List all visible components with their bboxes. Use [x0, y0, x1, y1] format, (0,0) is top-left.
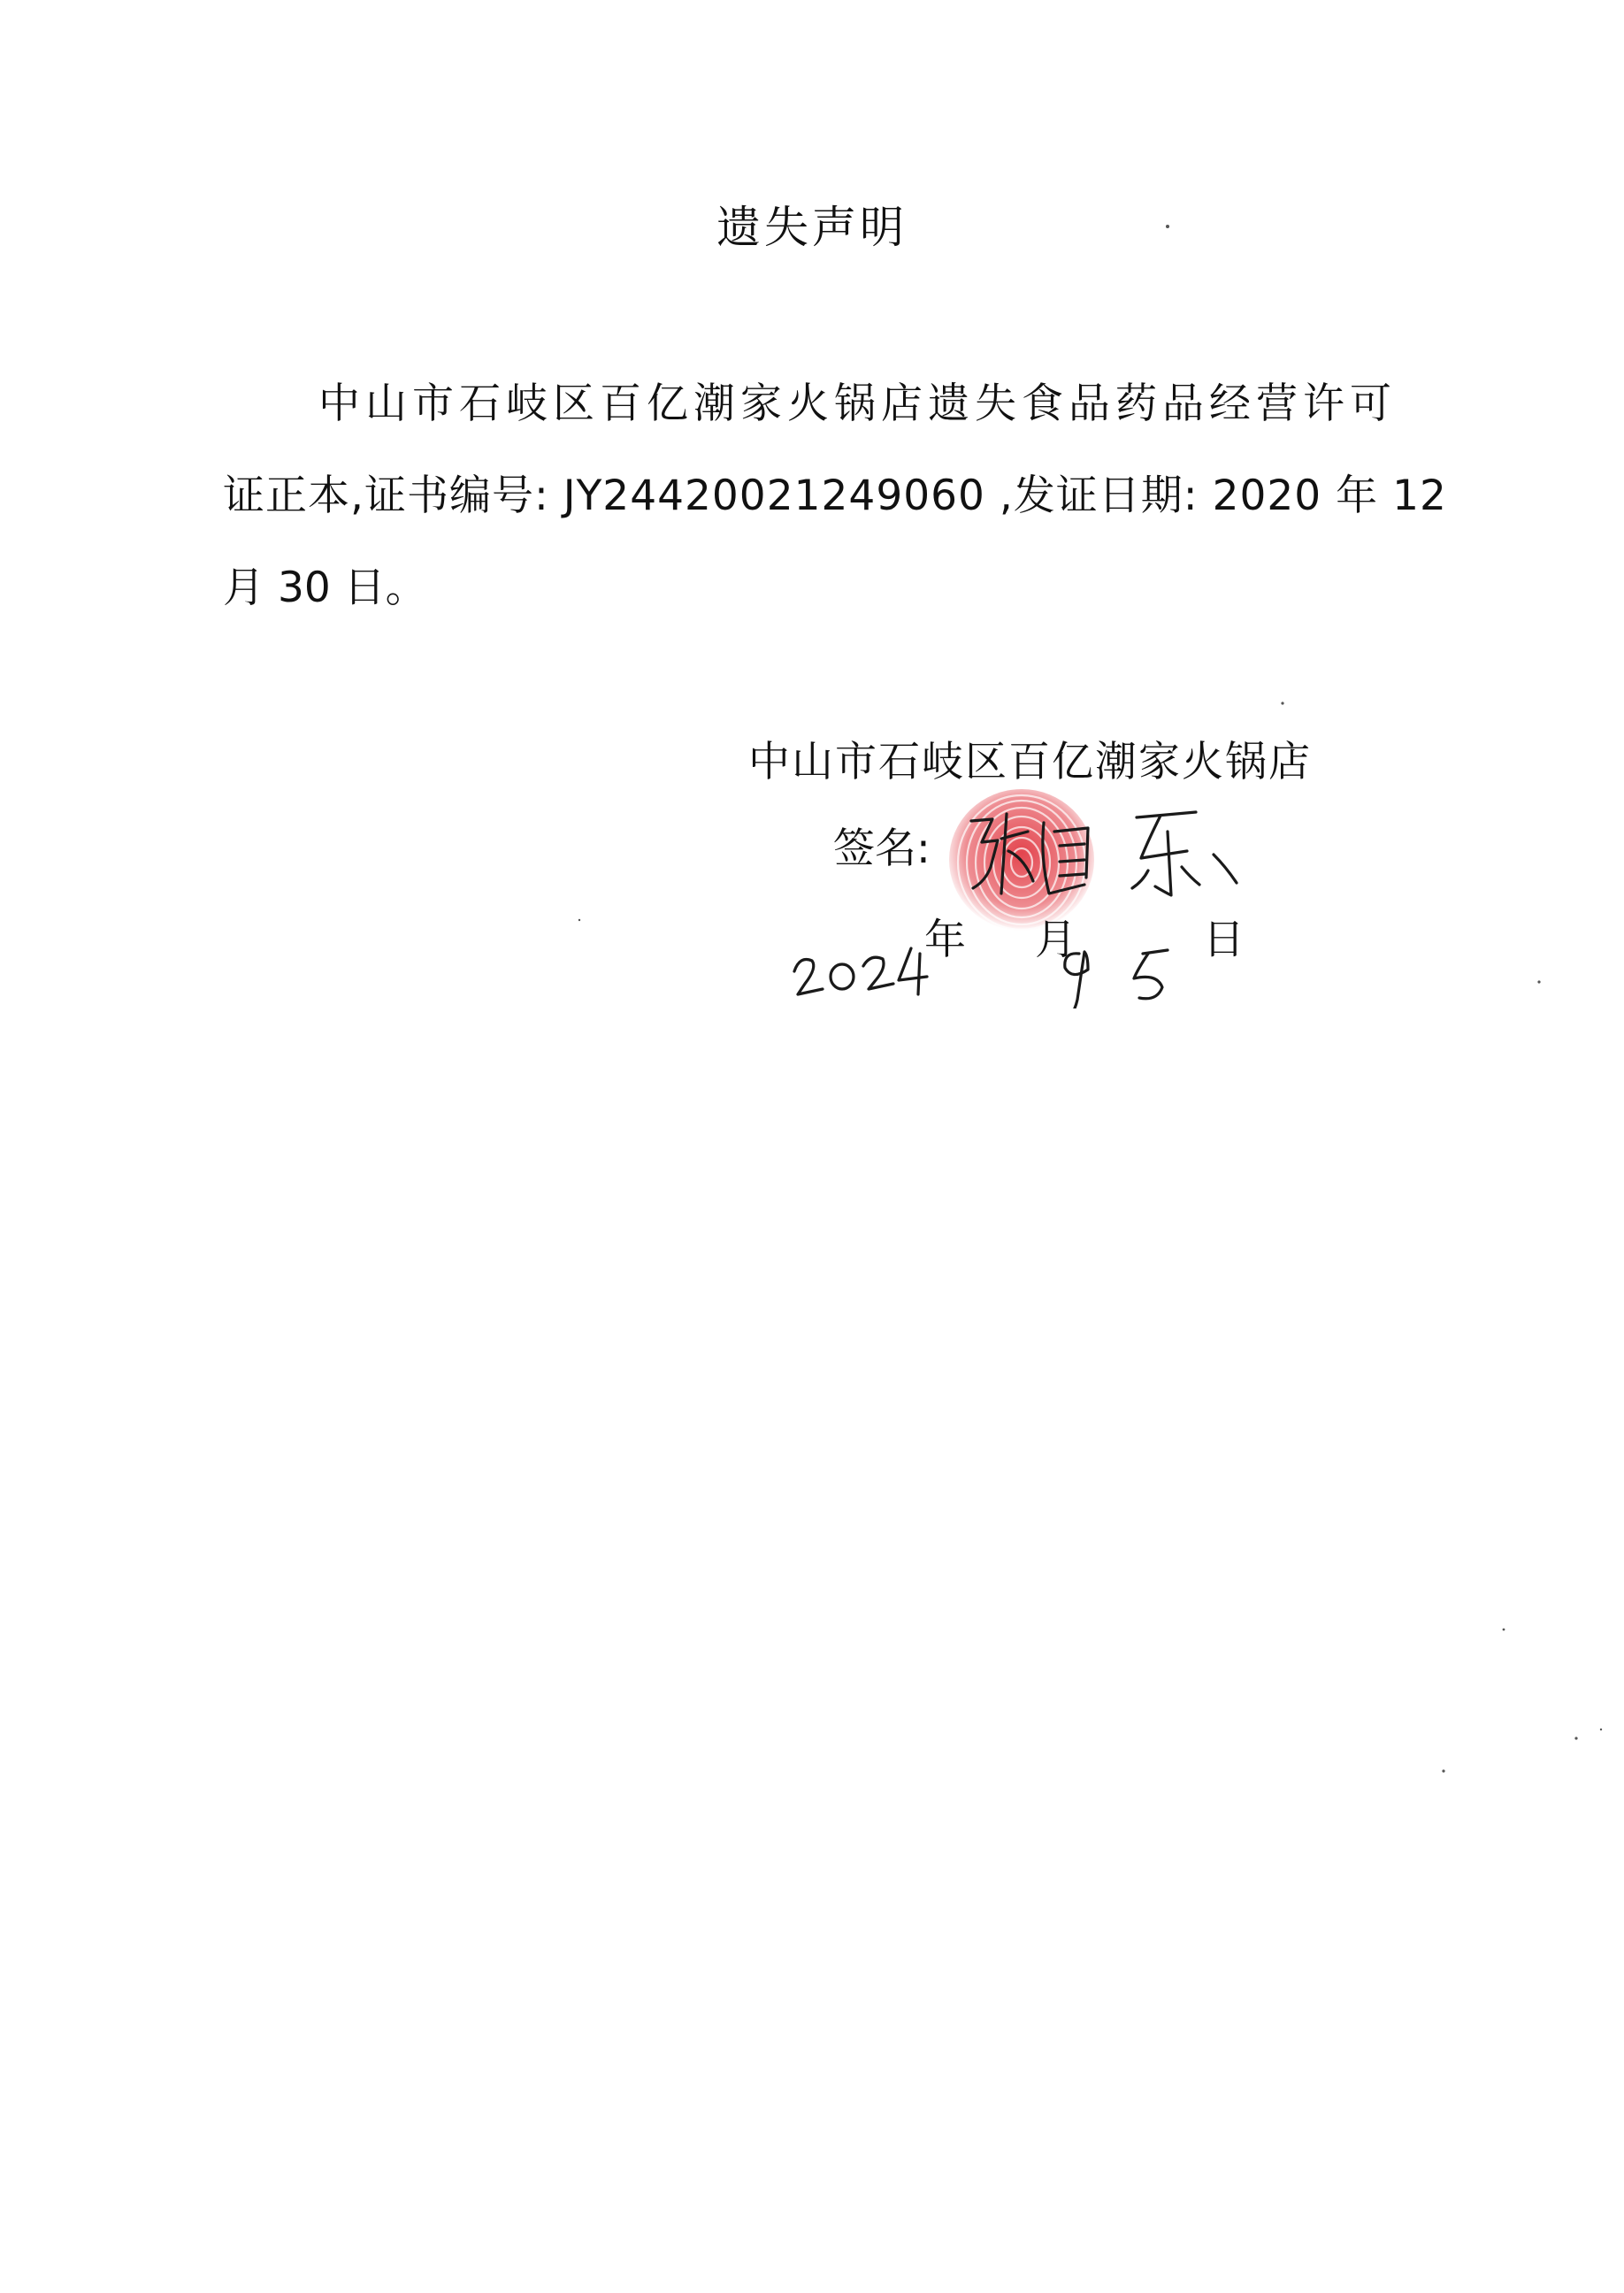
- body-line-2: 证正本,证书编号: JY24420021249060 ,发证日期: 2020 年 12: [223, 472, 1447, 520]
- signature-label: 签名:: [833, 824, 931, 873]
- date-day-char: 日: [1203, 916, 1245, 964]
- date-month-char: 月: [1035, 916, 1076, 964]
- document-title: 遗失声明: [716, 202, 908, 253]
- body-line-3: 月 30 日。: [223, 564, 427, 612]
- body-line-1: 中山市石岐区百亿潮家火锅店遗失食品药品经营许可: [318, 380, 1397, 428]
- signature-shop-name: 中山市石岐区百亿潮家火锅店: [748, 738, 1312, 786]
- date-year-char: 年: [924, 916, 966, 964]
